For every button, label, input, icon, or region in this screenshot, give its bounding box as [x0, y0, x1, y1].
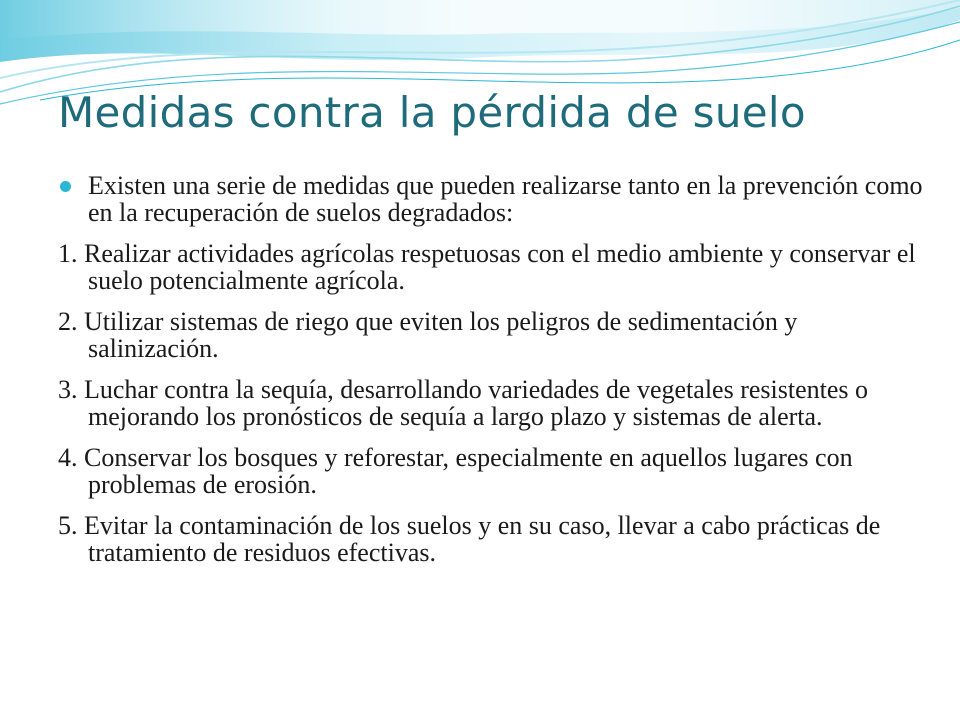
measure-item-3: 3. Luchar contra la sequía, desarrollando variedades de vegetales resistentes o mejorando los pronósticos de sequía a largo plazo y sistemas de alerta. — [58, 375, 868, 431]
measure-item-2: 2. Utilizar sistemas de riego que eviten los peligros de sedimentación y salinización. — [58, 307, 798, 363]
measure-item-1: 1. Realizar actividades agrícolas respetuosas con el medio ambiente y conservar el suelo potencialmente agrícola. — [58, 239, 916, 295]
measure-item-4: 4. Conservar los bosques y reforestar, especialmente en aquellos lugares con problemas de erosión. — [58, 443, 853, 499]
intro-text: Existen una serie de medidas que pueden realizarse tanto en la prevención como en la recuperación de suelos degradados: — [88, 171, 923, 227]
slide-title: Medidas contra la pérdida de suelo — [58, 88, 806, 137]
intro-bullet — [58, 172, 928, 226]
measure-item-5: 5. Evitar la contaminación de los suelos y en su caso, llevar a cabo prácticas de tratamiento de residuos efectivas. — [58, 511, 881, 567]
bullet-dot-icon — [60, 181, 71, 192]
slide-body — [58, 172, 928, 580]
